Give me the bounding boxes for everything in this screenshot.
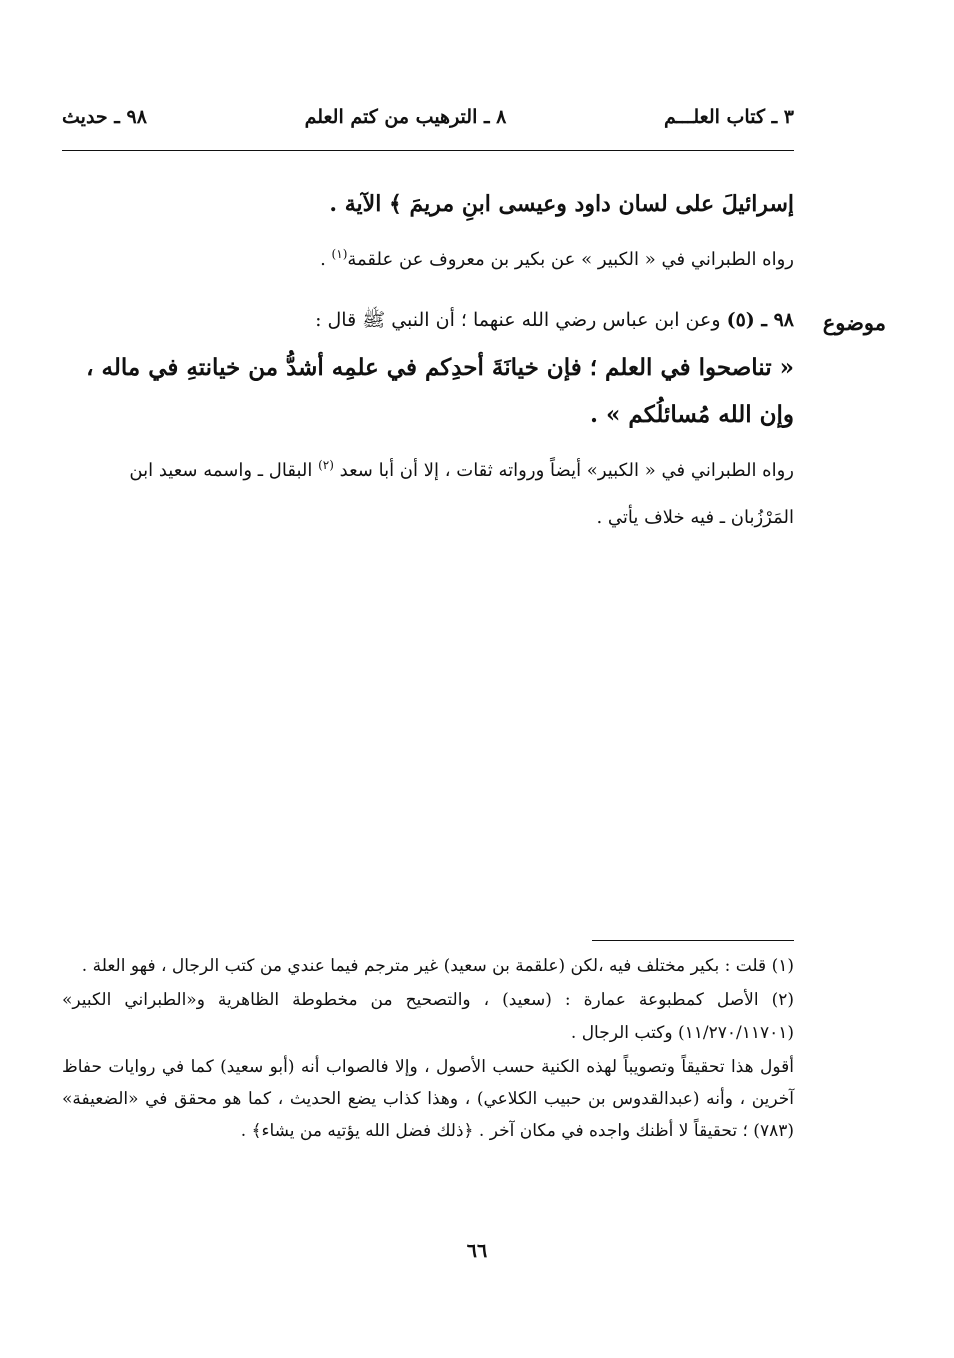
header-hadith-number: ٩٨ ـ حديث [62,106,147,128]
footnote-2: (٢) الأصل كمطبوعة عمارة : (سعيد) ، والتصحيح من مخطوطة الظاهرية و«الطبراني الكبير» (١١/٢٧٠/١١٧٠١) وكتب الرجال . [62,990,794,1043]
footnote-marker-2: (٢) [318,458,334,472]
running-header [62,100,794,134]
reference-line-2 [62,448,794,542]
hadith-text: « تناصحوا في العلم ؛ فإن خيانَةَ أحدِكم في علمِه أشدُّ من خيانتهِ في ماله ، وإن الله مُسائلُكم » . [86,354,794,429]
hadith-number: ٩٨ ـ (٥) [726,309,794,331]
footnote-marker-1: (١) [331,247,348,261]
header-divider [62,150,794,151]
footnotes [62,950,794,1148]
header-chapter: ٣ ـ كتاب العلـــم [664,106,794,128]
page-number: ٦٦ [466,1240,488,1262]
footnote-divider [592,940,794,941]
reference-2-text-a: رواه الطبراني في « الكبير» أيضاً ورواته ثقات ، إلا أن أبا سعد [333,460,794,481]
footnote-2-comment: أقول هذا تحقيقاً وتصويباً لهذه الكنية حسب الأصول ، وإلا فالصواب أنه (أبو سعيد) كما في روايات حفاظ آخرين ، وأنه (عبدالقدوس بن حبيب الكلاعي) ، وهذا كذاب يضع الحديث ، كما هو محقق في «الضعيفة» (٧٨٣) ؛ تحقيقاً لا أظنك واجده في مكان آخر . ﴿ذلك فضل الله يؤتيه من يشاء﴾ . [62,1056,794,1142]
grading-label: موضوع [822,310,886,335]
verse-continuation: إسرائيلَ على لسان داود وعيسى ابنِ مريمَ ﴾ الآية . [329,191,794,217]
header-section: ٨ ـ الترهيب من كتم العلم [304,106,507,128]
reference-line-1 [62,245,794,276]
hadith-intro-line [62,304,794,336]
footnote-1: (١) قلت : بكير مختلف فيه ،لكن (علقمة بن سعيد) غير مترجم فيما عندي من كتب الرجال ، فهو العلة . [81,956,794,976]
reference-2-text-b: البقال ـ واسمه سعيد ابن المَرْزُبان ـ فيه خلاف يأتي . [129,460,794,528]
reference-1-end: . [320,249,332,270]
hadith-intro: وعن ابن عباس رضي الله عنهما ؛ أن النبي ﷺ قال : [315,309,727,331]
reference-1-text: رواه الطبراني في « الكبير » عن بكير بن معروف عن علقمة [347,249,794,270]
